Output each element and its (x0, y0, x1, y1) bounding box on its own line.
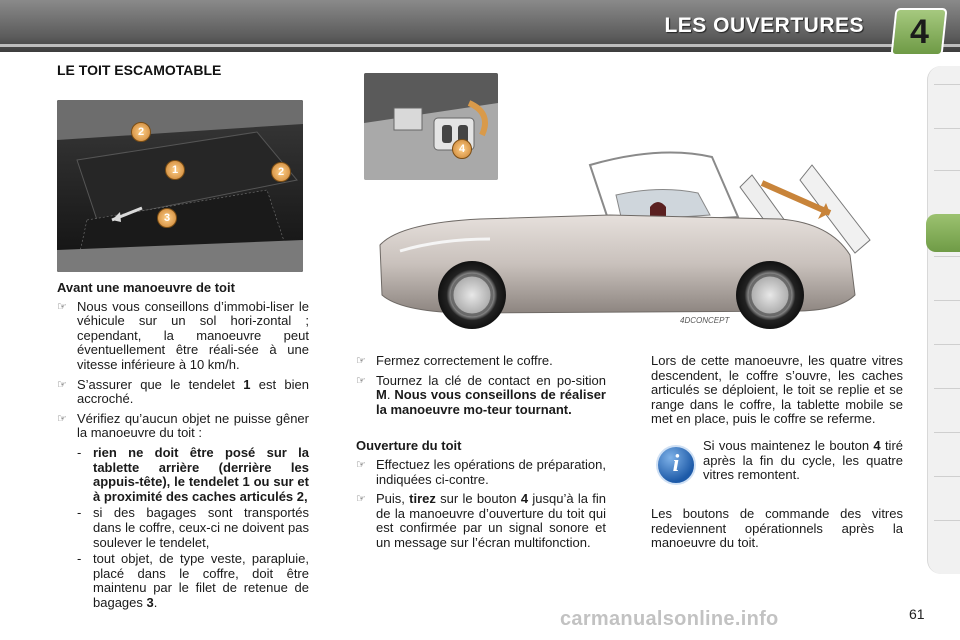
callout-ref: 3 (146, 594, 154, 610)
bullet-text: Nous vous conseillons d’immobi-liser le véhicule sur un sol hori-zontal ; cependant, la manoeuvre peut éventuellement être réali-sée à une vitesse inférieure à 10 km/h. (77, 298, 309, 372)
chapter-number: 4 (909, 12, 929, 51)
page-number: 61 (909, 606, 925, 622)
dash-text: si des bagages sont transportés dans le coffre, ceux-ci ne doivent pas soulever le tendelet, (93, 505, 309, 550)
pointing-hand-icon: ☞ (356, 493, 366, 506)
dash-marker: - (77, 444, 82, 460)
callout-badge: 2 (131, 122, 151, 142)
callout-badge: 1 (165, 160, 185, 180)
before-operation-heading: Avant une manoeuvre de toit (57, 280, 235, 295)
callout-badge: 2 (271, 162, 291, 182)
list-item (57, 378, 309, 407)
tab-divider (934, 344, 960, 345)
list-item (356, 492, 606, 550)
bullet-text: jusqu’à la fin de la manoeuvre d’ouverture du toit qui est confirmée par un signal sonore et un message sur l’écran multifonction. (376, 491, 606, 550)
list-item (356, 374, 606, 418)
chapter-number-badge (890, 8, 947, 56)
tab-divider (934, 170, 960, 171)
list-item (57, 412, 309, 441)
bullet-text: Fermez correctement le coffre. (376, 353, 553, 368)
tab-divider (934, 432, 960, 433)
dash-text: tout objet, de type veste, parapluie, placé dans le coffre, doit être maintenu par le filet de retenue de bagages (93, 551, 309, 610)
header-stripe (0, 44, 960, 47)
column-roof-opening (356, 354, 606, 556)
bullet-text: Puis, (376, 491, 410, 507)
info-text-part: Si vous maintenez le bouton (703, 437, 874, 453)
chapter-title: LES OUVERTURES (664, 14, 864, 37)
pointing-hand-icon: ☞ (57, 300, 67, 313)
info-icon: i (656, 445, 696, 485)
pointing-hand-icon: ☞ (356, 458, 366, 471)
chapter-tab-active[interactable] (926, 214, 960, 252)
bullet-text: Effectuez les opérations de préparation, indiquées ci-contre. (376, 456, 606, 487)
bullet-text: est bien accroché. (77, 376, 309, 407)
callout-ref: 4 (520, 491, 529, 507)
pointing-hand-icon: ☞ (356, 355, 366, 367)
window-controls-note: Les boutons de commande des vitres redeviennent opérationnels après la manoeuvre du toit. (651, 505, 903, 551)
list-item (356, 458, 606, 487)
advice-text: Nous vous conseillons de réaliser la manoeuvre mo-teur tournant. (376, 387, 606, 417)
action-word: tirez (409, 491, 436, 507)
tab-divider (934, 300, 960, 301)
column-before-roof-operation (57, 281, 309, 612)
roof-opening-heading: Ouverture du toit (356, 438, 462, 454)
bullet-text: S’assurer que le tendelet (77, 376, 244, 392)
chapter-tab-strip (927, 66, 960, 574)
callout-ref: 1 (243, 376, 251, 392)
bullet-text: . (386, 387, 395, 403)
bullet-text: Vérifiez qu’aucun objet ne puisse gêner la manoeuvre du toit : (77, 410, 309, 441)
pointing-hand-icon: ☞ (57, 378, 67, 391)
sub-list-item (57, 552, 309, 610)
tab-divider (934, 256, 960, 257)
list-item (57, 300, 309, 373)
console-photo (364, 73, 498, 180)
photo-credit: 4DCONCEPT (680, 316, 730, 325)
section-title: LE TOIT ESCAMOTABLE (57, 62, 222, 78)
dash-text: rien ne doit être posé sur la tablette arrière (derrière les appuis-tête), le tendelet 1 ou sur et à proximité des caches articulés 2, (93, 444, 309, 504)
info-text (703, 439, 903, 483)
tab-divider (934, 388, 960, 389)
bullet-text: sur le bouton (435, 491, 521, 507)
tab-divider (934, 476, 960, 477)
column-operation-notes (651, 354, 903, 561)
bullet-text: Tournez la clé de contact en po-sition (376, 372, 606, 388)
callout-ref: 4 (873, 437, 881, 453)
callout-badge: 4 (452, 139, 472, 159)
callout-badge: 3 (157, 208, 177, 228)
pointing-hand-icon: ☞ (356, 374, 366, 387)
sub-list-item (57, 506, 309, 550)
key-position: M (376, 387, 387, 403)
info-text-part: tiré après la fin du cycle, les quatre vitres remontent. (703, 437, 904, 483)
tab-divider (934, 520, 960, 521)
tab-divider (934, 84, 960, 85)
trunk-photo (57, 100, 303, 272)
dash-marker: - (77, 551, 82, 567)
watermark: carmanualsonline.info (560, 608, 779, 630)
tab-divider (934, 128, 960, 129)
list-item (356, 354, 606, 369)
dash-text: . (153, 594, 158, 610)
operation-description: Lors de cette manoeuvre, les quatre vitres descendent, le coffre s’ouvre, les caches articulés se déploient, le toit se replie et se range dans le coffre, la tablette mobile se met en place, puis le coffre se referme. (651, 353, 903, 427)
dash-marker: - (77, 505, 82, 521)
pointing-hand-icon: ☞ (57, 412, 67, 425)
sub-list-item (57, 446, 309, 504)
info-note (651, 439, 903, 499)
